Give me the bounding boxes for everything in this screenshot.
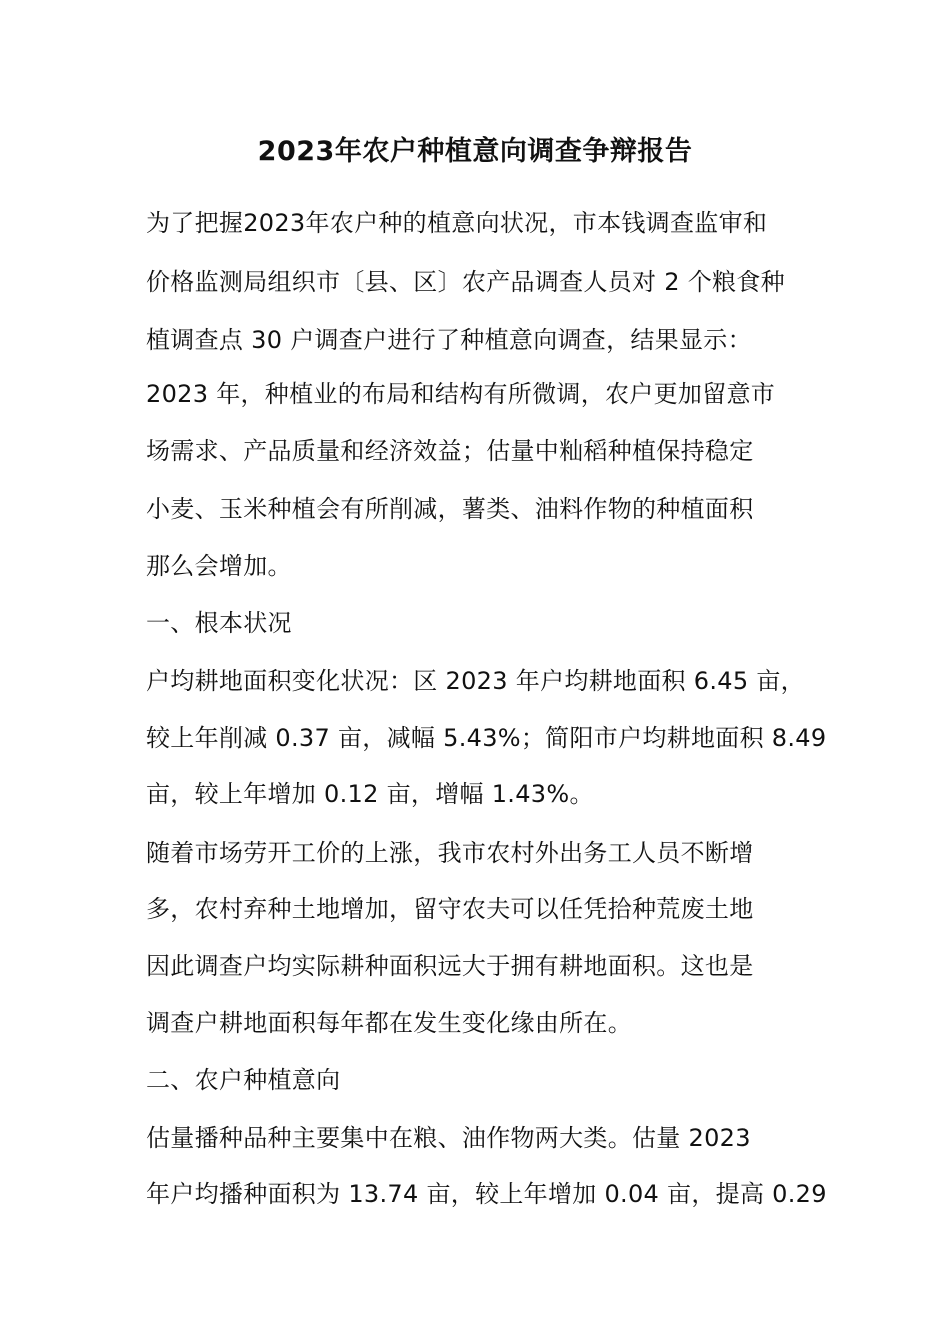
body-line: 因此调查户均实际耕种面积远大于拥有耕地面积。这也是 — [146, 952, 754, 980]
body-line: 场需求、产品质量和经济效益；估量中籼稻种植保持稳定 — [146, 437, 754, 465]
body-line: 随着市场劳开工价的上涨，我市农村外出务工人员不断增 — [146, 839, 754, 867]
body-line: 那么会增加。 — [146, 552, 292, 580]
body-line: 年户均播种面积为 13.74 亩，较上年增加 0.04 亩，提高 0.29 — [146, 1180, 827, 1208]
body-line: 户均耕地面积变化状况：区 2023 年户均耕地面积 6.45 亩， — [146, 667, 805, 695]
body-line: 较上年削减 0.37 亩，减幅 5.43%；简阳市户均耕地面积 8.49 — [146, 724, 827, 752]
body-line: 小麦、玉米种植会有所削减，薯类、油料作物的种植面积 — [146, 495, 754, 523]
body-line: 估量播种品种主要集中在粮、油作物两大类。估量 2023 — [146, 1124, 751, 1152]
section-heading-intent: 二、农户种植意向 — [146, 1066, 341, 1094]
body-line: 为了把握2023年农户种的植意向状况，市本钱调查监审和 — [146, 209, 768, 237]
section-heading-basic: 一、根本状况 — [146, 609, 292, 637]
body-line: 调查户耕地面积每年都在发生变化缘由所在。 — [146, 1009, 632, 1037]
body-line: 植调查点 30 户调查户进行了种植意向调查，结果显示： — [146, 326, 752, 354]
body-line: 2023 年，种植业的布局和结构有所微调，农户更加留意市 — [146, 380, 776, 408]
document-title: 2023年农户种植意向调查争辩报告 — [257, 136, 693, 167]
body-line: 亩，较上年增加 0.12 亩，增幅 1.43%。 — [146, 780, 594, 808]
body-line: 多，农村弃种土地增加，留守农夫可以任凭拾种荒废土地 — [146, 895, 754, 923]
body-line: 价格监测局组织市〔县、区〕农产品调查人员对 2 个粮食种 — [146, 268, 785, 296]
